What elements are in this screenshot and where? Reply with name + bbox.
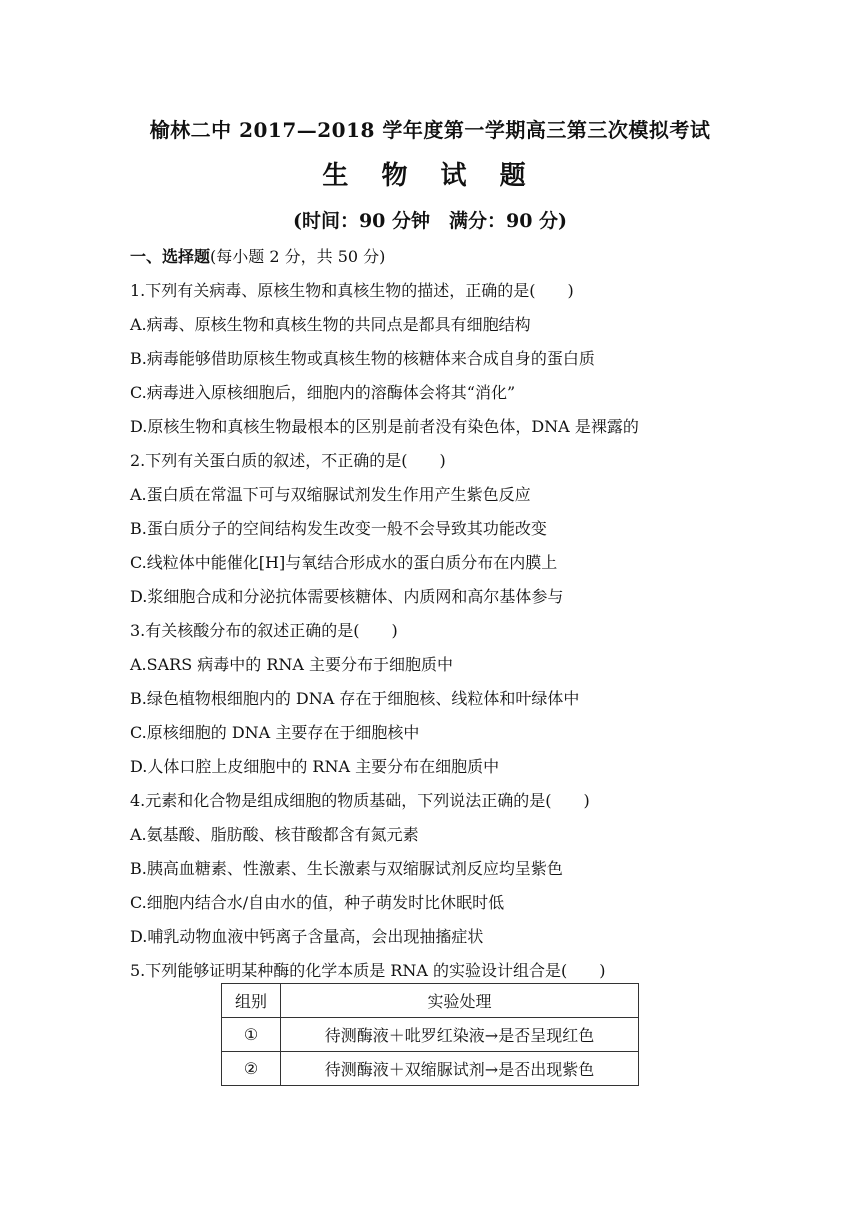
section-note: (每小题 2 分，共 50 分) xyxy=(210,247,386,266)
question-1-option-a: A.病毒、原核生物和真核生物的共同点是都具有细胞结构 xyxy=(130,315,531,334)
table-header-group: 组别 xyxy=(222,984,281,1018)
question-2-option-a: A.蛋白质在常温下可与双缩脲试剂发生作用产生紫色反应 xyxy=(130,485,531,504)
question-5-stem: 5.下列能够证明某种酶的化学本质是 RNA 的实验设计组合是( ) xyxy=(130,961,606,980)
table-header-row xyxy=(222,984,639,1018)
question-4-option-c: C.细胞内结合水/自由水的值，种子萌发时比休眠时低 xyxy=(130,893,505,912)
question-2-option-c: C.线粒体中能催化[H]与氧结合形成水的蛋白质分布在内膜上 xyxy=(130,553,558,572)
question-3-stem: 3.有关核酸分布的叙述正确的是( ) xyxy=(130,621,398,640)
table-cell-group: ① xyxy=(222,1018,281,1052)
question-list xyxy=(130,278,750,992)
table-cell-treatment: 待测酶液＋双缩脲试剂→是否出现紫色 xyxy=(281,1052,639,1086)
subject-title: 生 物 试 题 xyxy=(322,161,538,191)
question-3-option-c: C.原核细胞的 DNA 主要存在于细胞核中 xyxy=(130,723,420,742)
question-2-stem: 2.下列有关蛋白质的叙述，不正确的是( ) xyxy=(130,451,446,470)
section-heading xyxy=(130,244,385,267)
time-info: (时间：90 分钟 满分：90 分) xyxy=(292,210,568,232)
question-4-stem: 4.元素和化合物是组成细胞的物质基础，下列说法正确的是( ) xyxy=(130,791,590,810)
table-header-treatment: 实验处理 xyxy=(281,984,639,1018)
table-cell-treatment: 待测酶液＋吡罗红染液→是否呈现红色 xyxy=(281,1018,639,1052)
question-4-option-d: D.哺乳动物血液中钙离子含量高，会出现抽搐症状 xyxy=(130,927,484,946)
table-cell-group: ② xyxy=(222,1052,281,1086)
section-title: 一、选择题 xyxy=(130,247,211,266)
question-4-option-a: A.氨基酸、脂肪酸、核苷酸都含有氮元素 xyxy=(130,825,419,844)
table-row xyxy=(222,1052,639,1086)
question-1-option-d: D.原核生物和真核生物最根本的区别是前者没有染色体，DNA 是裸露的 xyxy=(130,417,639,436)
question-1-stem: 1.下列有关病毒、原核生物和真核生物的描述，正确的是( ) xyxy=(130,281,574,300)
experiment-table xyxy=(221,983,639,1086)
question-1-option-b: B.病毒能够借助原核生物或真核生物的核糖体来合成自身的蛋白质 xyxy=(130,349,595,368)
question-2-option-d: D.浆细胞合成和分泌抗体需要核糖体、内质网和高尔基体参与 xyxy=(130,587,564,606)
question-3-option-a: A.SARS 病毒中的 RNA 主要分布于细胞质中 xyxy=(130,655,454,674)
question-3-option-b: B.绿色植物根细胞内的 DNA 存在于细胞核、线粒体和叶绿体中 xyxy=(130,689,580,708)
question-3-option-d: D.人体口腔上皮细胞中的 RNA 主要分布在细胞质中 xyxy=(130,757,500,776)
table-row xyxy=(222,1018,639,1052)
exam-title: 榆林二中 2017—2018 学年度第一学期高三第三次模拟考试 xyxy=(149,118,711,142)
question-4-option-b: B.胰高血糖素、性激素、生长激素与双缩脲试剂反应均呈紫色 xyxy=(130,859,563,878)
question-2-option-b: B.蛋白质分子的空间结构发生改变一般不会导致其功能改变 xyxy=(130,519,547,538)
question-1-option-c: C.病毒进入原核细胞后，细胞内的溶酶体会将其“消化” xyxy=(130,383,516,402)
